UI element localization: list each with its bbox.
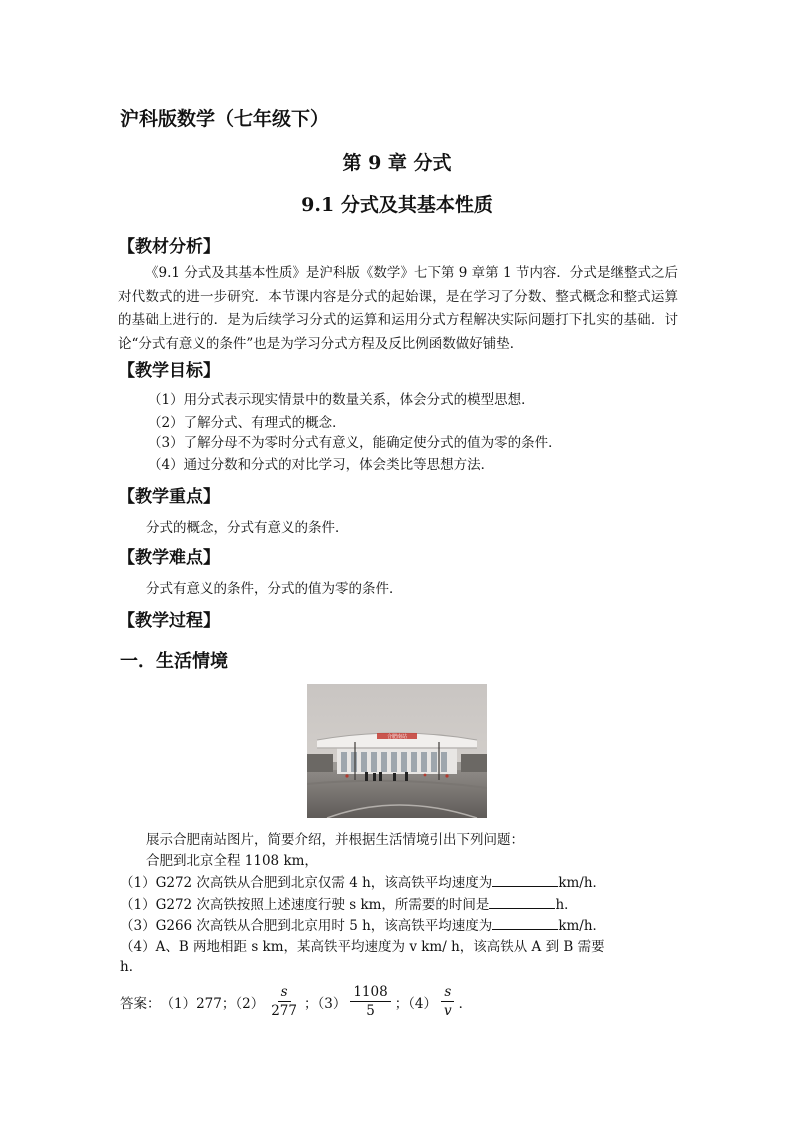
fraction-denominator: 277 (271, 1003, 297, 1019)
goal-item-3: （3）了解分母不为零时分式有意义，能确定使分式的值为零的条件． (148, 435, 562, 451)
difficult-points-heading: 【教学难点】 (118, 548, 220, 568)
question-3 (120, 914, 606, 934)
station-photo (307, 684, 487, 818)
teaching-goals-heading: 【教学目标】 (118, 361, 220, 381)
question-1-text: （1）G272 次高铁从合肥到北京仅需 4 h，该高铁平均速度为 (120, 875, 493, 891)
answer-part-1: （1）277；（2） (160, 995, 265, 1012)
question-1-unit: km/h． (558, 875, 607, 891)
intro-line: 展示合肥南站图片，简要介绍，并根据生活情境引出下列问题： (146, 832, 524, 848)
answer-end: ． (458, 995, 473, 1012)
answer-blank (489, 895, 555, 909)
key-points-heading: 【教学重点】 (118, 487, 220, 507)
difficult-points-text: 分式有意义的条件，分式的值为零的条件． (146, 581, 403, 597)
goal-item-1: （1）用分式表示现实情景中的数量关系，体会分式的模型思想． (148, 392, 535, 408)
question-3-text: （3）G266 次高铁从合肥到北京用时 5 h，该高铁平均速度为 (120, 918, 493, 934)
answer-fraction-2 (268, 984, 300, 1019)
answer-part-4: ；（4） (394, 995, 438, 1012)
fraction-denominator: 5 (366, 1003, 375, 1019)
book-title: 沪科版数学（七年级下） (120, 108, 330, 130)
question-2-text: （1）G272 次高铁按照上述速度行驶 s km，所需要的时间是 (120, 897, 490, 913)
fraction-denominator: v (444, 1003, 452, 1019)
textbook-analysis-text: 《9.1 分式及其基本性质》是沪科版《数学》七下第 9 章第 1 节内容．分式是继整式之后对代数式的进一步研究．本节课内容是分式的起始课，是在学习了分数、整式概念和整式运算的基础上进行的．是为后续学习分式的运算和运用分式方程解决实际问题打下扎实的基础．讨论“分式有意义的条件”也是为学习分式方程及反比例函数做好铺垫． (118, 265, 678, 352)
fraction-numerator: s (278, 984, 291, 1002)
section-title: 9.1 分式及其基本性质 (301, 194, 493, 216)
textbook-analysis-paragraph (118, 262, 678, 356)
process-heading: 【教学过程】 (118, 611, 220, 631)
textbook-analysis-heading: 【教材分析】 (118, 237, 220, 257)
question-1 (120, 871, 606, 891)
part1-title: 一．生活情境 (120, 651, 228, 672)
answer-line (120, 984, 472, 1019)
question-2-unit: h． (555, 897, 578, 913)
answer-label: 答案： (120, 995, 161, 1012)
fraction-numerator: 1108 (350, 984, 390, 1002)
answer-blank (492, 916, 558, 930)
answer-part-3: ；（3） (303, 995, 347, 1012)
question-4-line-2: h． (120, 959, 143, 975)
distance-line: 合肥到北京全程 1108 km， (146, 853, 318, 869)
question-3-unit: km/h． (558, 918, 607, 934)
question-2 (120, 893, 578, 913)
key-points-text: 分式的概念，分式有意义的条件． (146, 520, 349, 536)
question-4-line-1: （4）A、B 两地相距 s km，某高铁平均速度为 v km/ h，该高铁从 A 到 B 需要 (120, 939, 605, 955)
answer-blank (492, 873, 558, 887)
goal-item-4: （4）通过分数和分式的对比学习，体会类比等思想方法． (148, 457, 495, 473)
goal-item-2: （2）了解分式、有理式的概念． (148, 415, 346, 431)
station-sign-text: 合肥南站 (386, 734, 408, 740)
answer-fraction-4 (441, 984, 455, 1019)
answer-fraction-3 (350, 984, 390, 1019)
chapter-title: 第 9 章 分式 (342, 152, 452, 174)
fraction-numerator: s (441, 984, 454, 1002)
